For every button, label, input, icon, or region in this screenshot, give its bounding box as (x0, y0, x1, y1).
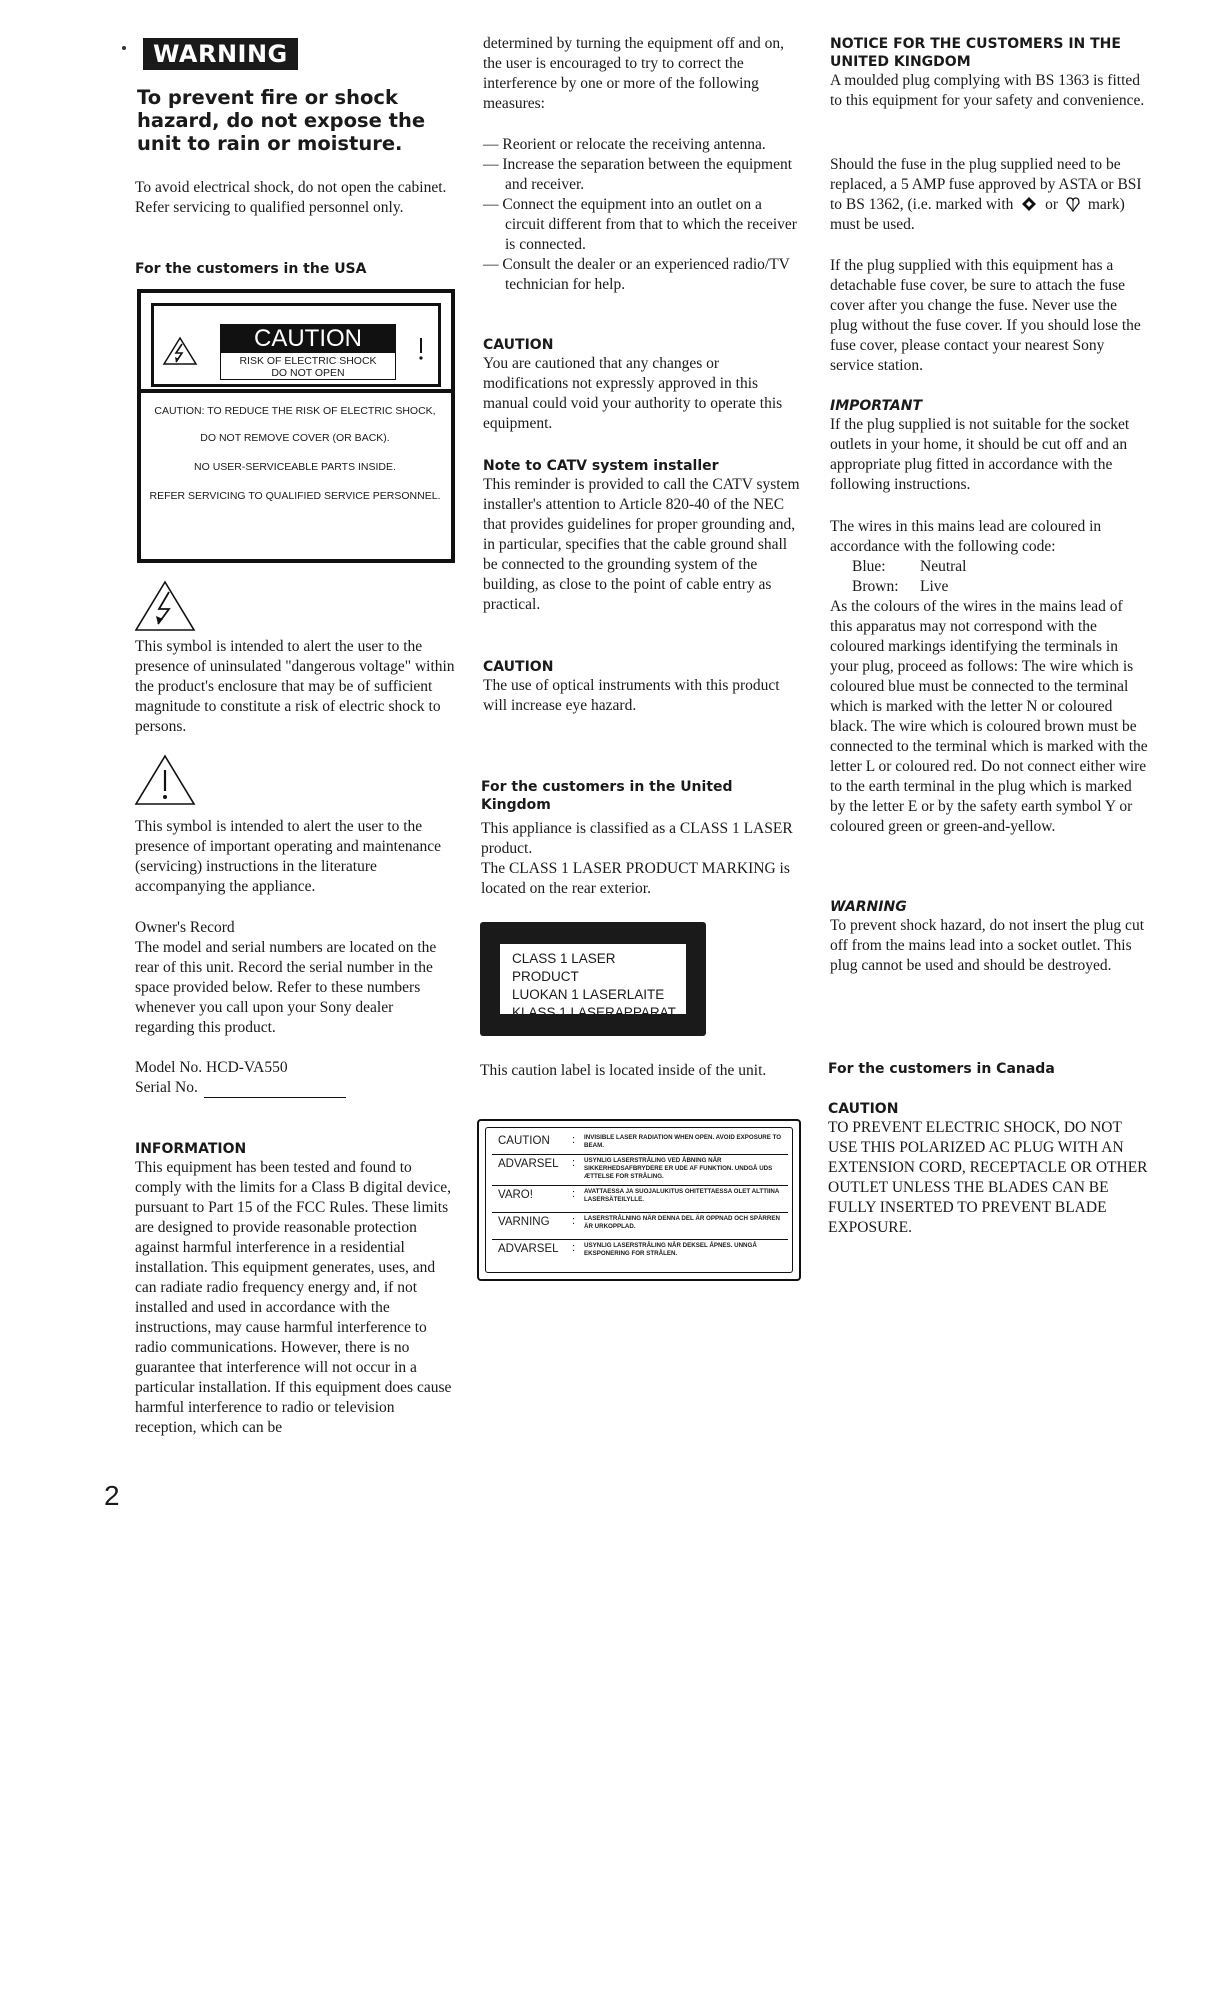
caution-modifications-section: CAUTION You are cautioned that any changes or modifications not expressly approved in this manual could void your authority to operate this equipment. (483, 337, 783, 432)
laser-warning-label (477, 1119, 801, 1281)
interference-continuation: determined by turning the equipment off and on, the user is encouraged to try to correct the interference by one or more of the following measures: (483, 35, 785, 112)
fire-hazard-headline: To prevent fire or shock hazard, do not expose the unit to rain or moisture. (137, 86, 426, 155)
laser-product-label (480, 922, 706, 1036)
exclamation-icon (414, 336, 428, 362)
lightning-triangle-icon (162, 336, 198, 366)
serial-number: Serial No. (135, 1078, 455, 1098)
page-number: 2 (104, 1480, 120, 1511)
serial-number-blank (204, 1097, 346, 1098)
list-item: — Connect the equipment into an outlet on a circuit different from that to which the receiver is connected. (483, 196, 797, 253)
plug-warning-section: WARNING To prevent shock hazard, do not insert the plug cut off from the mains lead into a socket outlet. This plug cannot be used and should be destroyed. (830, 899, 1144, 974)
wire-code-brown: Brown: Live (852, 578, 949, 595)
wire-code-blue: Blue: Neutral (852, 558, 967, 575)
warning-label-row: ADVARSEL : USYNLIG LASERSTRÅLING NÅR DEKSEL ÅPNES. UNNGÅ EKSPONERING FOR STRÅLEN. (498, 1242, 757, 1257)
warning-label-row: VARO! : AVATTAESSA JA SUOJALUKITUS OHITETTAESSA OLET ALTTIINA LASERSÄTEILYLLE. (492, 1186, 788, 1213)
fuse-section: Should the fuse in the plug supplied need to be replaced, a 5 AMP fuse approved by ASTA or BSI to BS 1362, (i.e. marked with or mark) must be used. (830, 156, 1142, 233)
list-item: — Consult the dealer or an experienced radio/TV technician for help. (483, 256, 790, 293)
warning-label-row: VARNING : LASERSTRÅLNING NÄR DENNA DEL ÄR OPPNAD OCH SPÄRREN ÄR URKOPPLAD. (492, 1213, 788, 1240)
uk-laser-heading: For the customers in the United Kingdom (481, 779, 733, 813)
fuse-cover-paragraph: If the plug supplied with this equipment has a detachable fuse cover, be sure to attach the fuse cover after you change the fuse. Never use the plug without the fuse cover. If you should lose the fuse cover, please contact your nearest Sony service station. (830, 257, 1141, 374)
bsi-kitemark-icon (1065, 196, 1081, 212)
optical-caution-section: CAUTION The use of optical instruments with this product will increase eye hazard. (483, 659, 780, 714)
laser-product-label-text: CLASS 1 LASER PRODUCT LUOKAN 1 LASERLAITE KLASS 1 LASERAPPARAT (500, 944, 686, 1014)
label-location-paragraph: This caution label is located inside of the unit. (480, 1062, 767, 1079)
measures-list (483, 135, 805, 295)
exclamation-triangle-icon (134, 754, 196, 806)
warning-label-row: CAUTION : INVISIBLE LASER RADIATION WHEN OPEN. AVOID EXPOSURE TO BEAM. (492, 1132, 788, 1155)
list-item: — Reorient or relocate the receiving antenna. (483, 136, 766, 153)
lightning-triangle-icon (134, 580, 196, 632)
model-serial-section (135, 1058, 455, 1098)
laser-warning-label-inner (485, 1127, 793, 1273)
uk-laser-section: This appliance is classified as a CLASS 1 LASER product. The CLASS 1 LASER PRODUCT MARKING is located on the rear exterior. (481, 820, 793, 897)
stray-mark (122, 46, 126, 50)
caution-label-title: CAUTION (221, 325, 395, 353)
caution-label-inner (220, 324, 396, 380)
voltage-symbol-paragraph: This symbol is intended to alert the user to the presence of uninsulated "dangerous voltage" within the product's enclosure that may be of sufficient magnitude to constitute a risk of electric shock to persons. (135, 638, 455, 735)
warning-label-row: ADVARSEL : USYNLIG LASERSTRÅLING VED ÅBNING NÅR SIKKERHEDSAFBRYDERE ER UDE AF FUNKTION. UNDGÅ UDS ÆTTELSE FOR STRÅLING. (492, 1155, 788, 1186)
caution-label-risk: RISK OF ELECTRIC SHOCK DO NOT OPEN (239, 355, 377, 379)
uk-notice-section: NOTICE FOR THE CUSTOMERS IN THE UNITED KINGDOM A moulded plug complying with BS 1363 is fitted to this equipment for your safety and convenience. (830, 36, 1145, 109)
avoid-shock-paragraph: To avoid electrical shock, do not open the cabinet. Refer servicing to qualified personnel only. (135, 179, 447, 216)
information-heading: INFORMATION (135, 1141, 247, 1157)
model-number: Model No. HCD-VA550 (135, 1059, 288, 1076)
information-section: INFORMATION This equipment has been tested and found to comply with the limits for a Class B digital device, pursuant to Part 15 of the FCC Rules. These limits are designed to provide reasonable protection against harmful interference in a residential installation. This equipment generates, uses, and can radiate radio frequency energy and, if not installed and used in accordance with the instructions, may cause harmful interference to radio communications. However, there is no guarantee that interference will not occur in a particular installation. If this equipment does cause harmful interference to radio or television reception, which can be (135, 1140, 455, 1438)
warning-badge: WARNING (143, 38, 298, 70)
canada-caution-section: CAUTION TO PREVENT ELECTRIC SHOCK, DO NOT USE THIS POLARIZED AC PLUG WITH AN EXTENSION CORD, RECEPTACLE OR OTHER OUTLET UNLESS THE BLADES CAN BE FULLY INSERTED TO PREVENT BLADE EXPOSURE. (828, 1101, 1148, 1236)
caution-top-panel (151, 303, 441, 387)
instructions-symbol-paragraph: This symbol is intended to alert the user to the presence of important operating and maintenance (servicing) instructions in the literature accompanying the appliance. (135, 818, 441, 895)
asta-mark-icon (1021, 196, 1037, 212)
canada-heading: For the customers in Canada (828, 1061, 1055, 1077)
caution-label-instructions: CAUTION: TO REDUCE THE RISK OF ELECTRIC SHOCK, DO NOT REMOVE COVER (OR BACK). NO USER-SERVICEABLE PARTS INSIDE. REFER SERVICING TO QUALIFIED SERVICE PERSONNEL. (149, 405, 441, 502)
catv-section: Note to CATV system installer This reminder is provided to call the CATV system installer's attention to Article 820-40 of the NEC that provides guidelines for proper grounding and, in particular, specifies that the cable ground shall be connected to the grounding system of the building, as close to the point of cable entry as practical. (483, 458, 800, 613)
usa-section-heading: For the customers in the USA (135, 261, 367, 277)
list-item: — Increase the separation between the equipment and receiver. (483, 156, 793, 193)
important-section: IMPORTANT If the plug supplied is not suitable for the socket outlets in your home, it should be cut off and an appropriate plug fitted in accordance with the following instructions. (830, 398, 1130, 493)
wire-colours-section: The wires in this mains lead are coloured in accordance with the following code: Blue: Neutral Brown: Live As the colours of the wires in the mains lead of this apparatus may not correspond with the coloured markings identifying the terminals in your plug, proceed as follows: The wire which is coloured blue must be connected to the terminal which is marked with the letter N or coloured black. The wire which is coloured brown must be connected to the terminal which is marked with the letter L or coloured red. Do not connect either wire to the earth terminal in the plug which is marked by the letter E or by the safety earth symbol Y or coloured green or green-and-yellow. (830, 518, 1148, 835)
owners-record-section: Owner's Record The model and serial numbers are located on the rear of this unit. Record the serial number in the space provided below. Refer to these numbers whenever you call upon your Sony dealer regarding this product. (135, 919, 437, 1036)
caution-label (137, 289, 455, 563)
